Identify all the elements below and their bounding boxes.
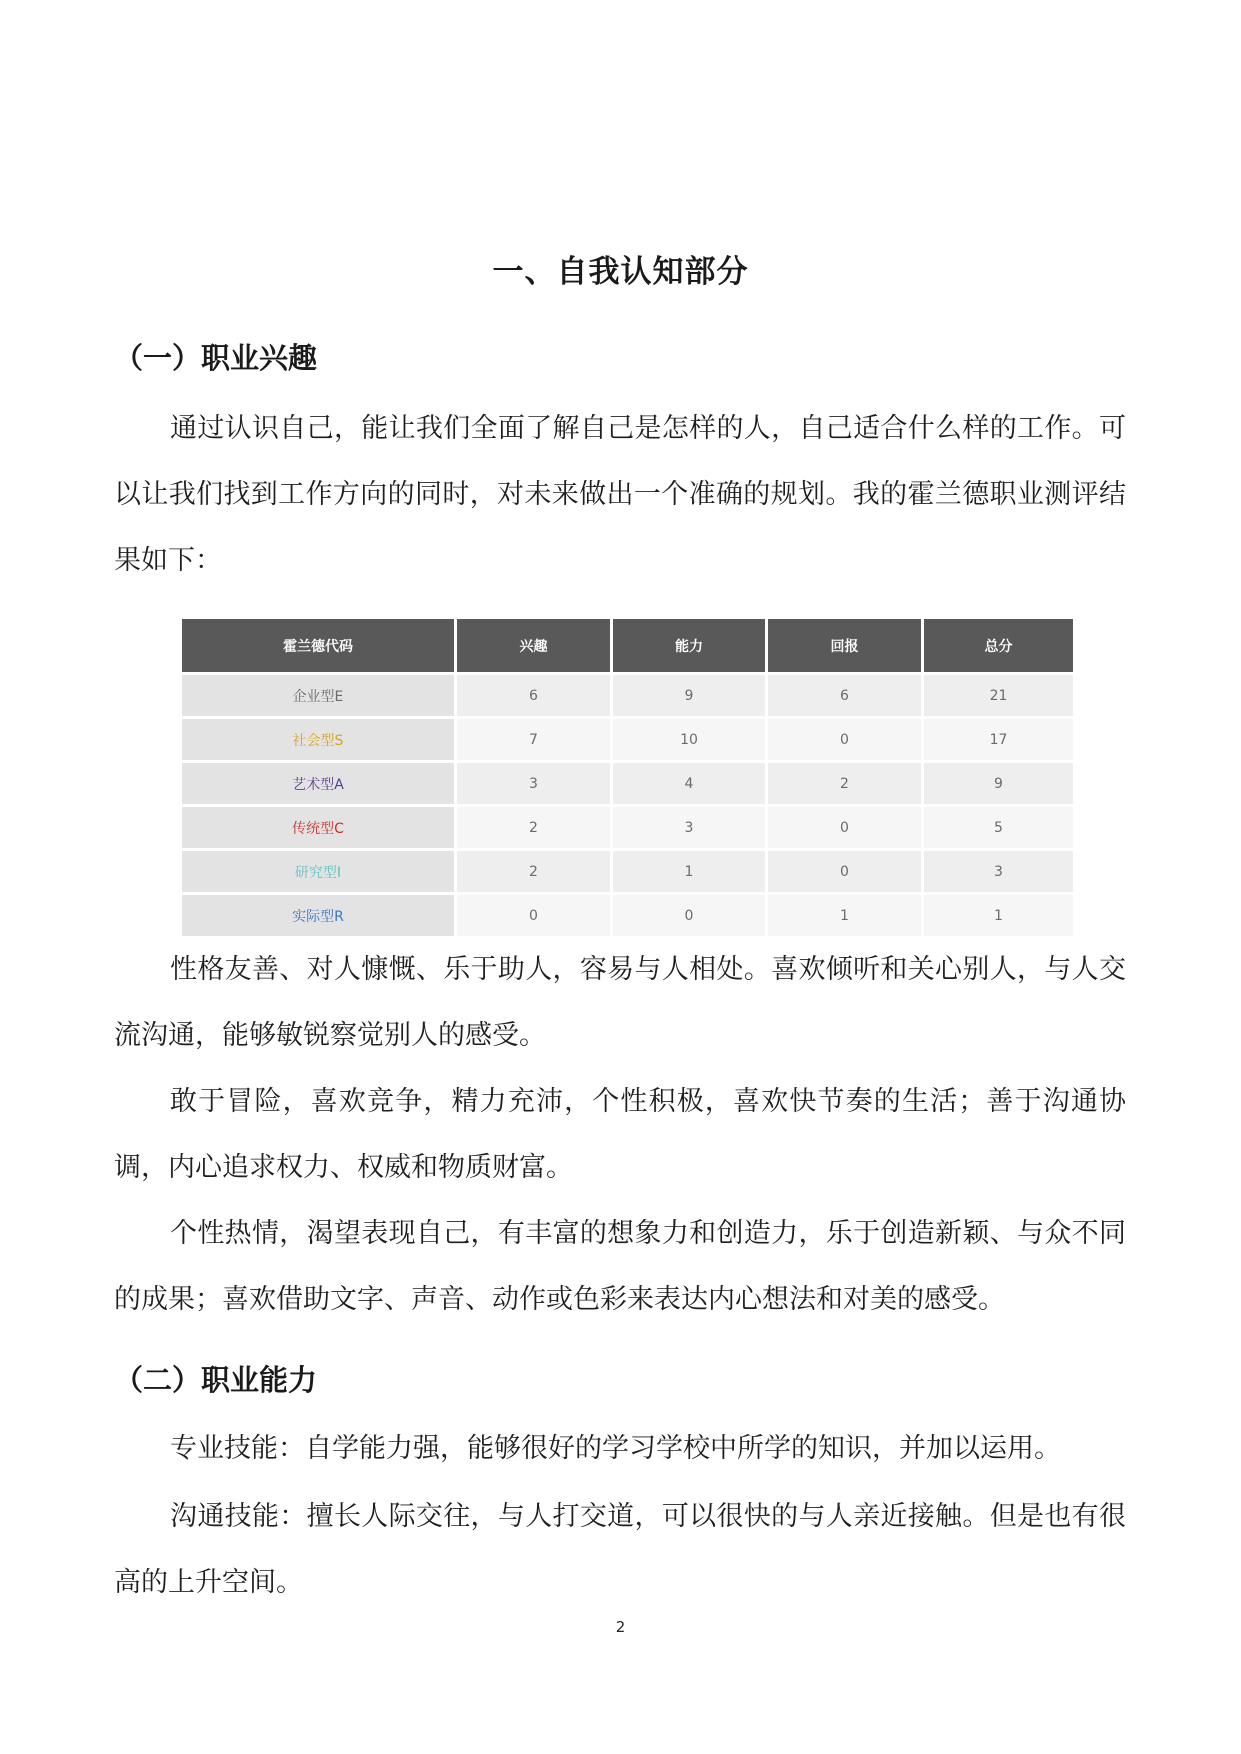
table-cell: 17 [924, 716, 1073, 760]
table-cell: 2 [457, 804, 613, 848]
column-header: 兴趣 [457, 619, 613, 672]
table-cell: 1 [768, 892, 924, 936]
table-cell: 0 [768, 804, 924, 848]
table-row [182, 804, 1073, 848]
ability-paragraph-2: 沟通技能：擅长人际交往，与人打交道，可以很快的与人亲近接触。但是也有很高的上升空间。 [114, 1501, 1126, 1598]
personality-paragraph-3: 个性热情，渴望表现自己，有丰富的想象力和创造力，乐于创造新颖、与众不同的成果；喜欢借助文字、声音、动作或色彩来表达内心想法和对美的感受。 [114, 1218, 1126, 1315]
table-cell: 3 [613, 804, 768, 848]
table-row [182, 716, 1073, 760]
table-cell: 6 [457, 672, 613, 716]
holland-result-table [182, 619, 1073, 936]
holland-type-cell: 实际型R [182, 892, 457, 936]
holland-type-cell: 企业型E [182, 672, 457, 716]
table-cell: 3 [457, 760, 613, 804]
column-header: 总分 [924, 619, 1073, 672]
table-cell: 3 [924, 848, 1073, 892]
table-cell: 5 [924, 804, 1073, 848]
table-cell: 7 [457, 716, 613, 760]
holland-type-cell: 传统型C [182, 804, 457, 848]
personality-paragraph-1: 性格友善、对人慷慨、乐于助人，容易与人相处。喜欢倾听和关心别人，与人交流沟通，能够敏锐察觉别人的感受。 [114, 954, 1126, 1051]
table-cell: 21 [924, 672, 1073, 716]
table-cell: 9 [613, 672, 768, 716]
table-cell: 2 [457, 848, 613, 892]
holland-type-cell: 研究型I [182, 848, 457, 892]
column-header: 霍兰德代码 [182, 619, 457, 672]
holland-type-cell: 社会型S [182, 716, 457, 760]
table-cell: 9 [924, 760, 1073, 804]
column-header: 回报 [768, 619, 924, 672]
table-row [182, 760, 1073, 804]
table-cell: 0 [457, 892, 613, 936]
section-heading-career-ability: （二）职业能力 [114, 1363, 318, 1397]
personality-paragraph-2: 敢于冒险，喜欢竞争，精力充沛，个性积极，喜欢快节奏的生活；善于沟通协调，内心追求权力、权威和物质财富。 [114, 1086, 1126, 1183]
intro-paragraph: 通过认识自己，能让我们全面了解自己是怎样的人，自己适合什么样的工作。可以让我们找到工作方向的同时，对未来做出一个准确的规划。我的霍兰德职业测评结果如下： [114, 413, 1126, 576]
column-header: 能力 [613, 619, 768, 672]
table-cell: 10 [613, 716, 768, 760]
table-cell: 0 [613, 892, 768, 936]
ability-paragraph-1: 专业技能：自学能力强，能够很好的学习学校中所学的知识，并加以运用。 [170, 1433, 1061, 1464]
table-header-row [182, 619, 1073, 672]
table-cell: 6 [768, 672, 924, 716]
table-cell: 0 [768, 848, 924, 892]
table-cell: 2 [768, 760, 924, 804]
table-row [182, 892, 1073, 936]
section-heading-career-interest: （一）职业兴趣 [114, 341, 318, 375]
table-cell: 1 [613, 848, 768, 892]
page-number: 2 [615, 1618, 626, 1636]
holland-type-cell: 艺术型A [182, 760, 457, 804]
table-cell: 0 [768, 716, 924, 760]
main-heading: 一、自我认知部分 [492, 254, 749, 290]
table-cell: 1 [924, 892, 1073, 936]
table-cell: 4 [613, 760, 768, 804]
table-row [182, 672, 1073, 716]
table-row [182, 848, 1073, 892]
